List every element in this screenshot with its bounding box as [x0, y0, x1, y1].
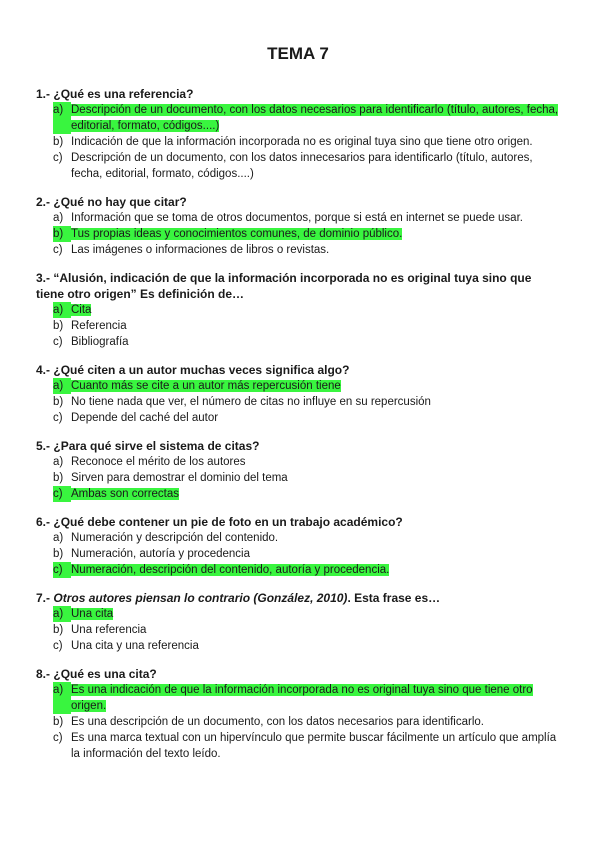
- option-text-cell: [71, 714, 560, 730]
- option-letter: c): [53, 640, 63, 652]
- answer-option: [36, 454, 560, 470]
- question-text: [36, 590, 560, 606]
- answer-option: [36, 318, 560, 334]
- question-5: [36, 438, 560, 502]
- question-label: ¿Qué es una referencia?: [53, 87, 194, 101]
- question-label: ¿Para qué sirve el sistema de citas?: [53, 439, 260, 453]
- option-letter: c): [53, 732, 63, 744]
- answer-option: [36, 730, 560, 762]
- answer-options: [36, 530, 560, 578]
- answer-option-correct: [36, 486, 560, 502]
- question-tail-text: . Esta frase es…: [347, 591, 441, 605]
- option-letter: a): [53, 380, 64, 392]
- option-text-cell: [71, 102, 560, 134]
- option-text: Referencia: [71, 320, 127, 332]
- answer-option: [36, 714, 560, 730]
- option-text-cell: [71, 302, 560, 318]
- answer-option-correct: [36, 682, 560, 714]
- option-letter-cell: [53, 150, 71, 182]
- option-letter-cell: [53, 210, 71, 226]
- highlighted-answer-text: Cuanto más se cite a un autor más repercusión tiene: [71, 380, 341, 392]
- question-label: ¿Qué no hay que citar?: [53, 195, 187, 209]
- option-text-cell: [71, 134, 560, 150]
- option-letter: b): [53, 136, 64, 148]
- option-letter: c): [53, 488, 63, 500]
- option-letter-cell: [53, 470, 71, 486]
- answer-option-correct: [36, 102, 560, 134]
- option-text: Una referencia: [71, 624, 147, 636]
- option-letter-cell: [53, 334, 71, 350]
- question-text: [36, 438, 560, 454]
- question-number: 2.-: [36, 195, 51, 209]
- question-7: [36, 590, 560, 654]
- option-text: Numeración y descripción del contenido.: [71, 532, 279, 544]
- option-text: Las imágenes o informaciones de libros o revistas.: [71, 244, 330, 256]
- option-text-cell: [71, 530, 560, 546]
- option-letter-cell: [53, 638, 71, 654]
- option-text-cell: [71, 454, 560, 470]
- question-number: 1.-: [36, 87, 51, 101]
- option-letter-cell: [53, 378, 71, 394]
- question-1: [36, 86, 560, 182]
- option-letter: b): [53, 320, 64, 332]
- option-letter-cell: [53, 714, 71, 730]
- option-letter: a): [53, 684, 64, 696]
- option-text-cell: [71, 334, 560, 350]
- answer-options: [36, 606, 560, 654]
- option-text: Sirven para demostrar el dominio del tema: [71, 472, 288, 484]
- option-text: Reconoce el mérito de los autores: [71, 456, 246, 468]
- answer-option: [36, 546, 560, 562]
- option-letter: a): [53, 104, 64, 116]
- answer-option: [36, 638, 560, 654]
- option-text-cell: [71, 470, 560, 486]
- question-text: [36, 362, 560, 378]
- option-text-cell: [71, 486, 560, 502]
- option-text-cell: [71, 682, 560, 714]
- answer-option: [36, 470, 560, 486]
- question-text: [36, 270, 560, 302]
- answer-options: [36, 682, 560, 762]
- option-text-cell: [71, 242, 560, 258]
- answer-options: [36, 102, 560, 182]
- option-text: Indicación de que la información incorporada no es original tuya sino que tiene otro origen.: [71, 136, 533, 148]
- option-text: Bibliografía: [71, 336, 129, 348]
- highlighted-answer-text: Tus propias ideas y conocimientos comunes, de dominio público.: [71, 228, 403, 240]
- answer-options: [36, 302, 560, 350]
- highlighted-answer-text: Es una indicación de que la información incorporada no es original tuya sino que tiene otro origen.: [71, 684, 533, 712]
- option-letter: c): [53, 244, 63, 256]
- option-letter: b): [53, 716, 64, 728]
- answer-option-correct: [36, 302, 560, 318]
- question-italic-text: Otros autores piensan lo contrario (González, 2010): [53, 591, 348, 605]
- option-letter: b): [53, 624, 64, 636]
- option-text: No tiene nada que ver, el número de citas no influye en su repercusión: [71, 396, 431, 408]
- answer-option-correct: [36, 606, 560, 622]
- question-label: ¿Qué debe contener un pie de foto en un trabajo académico?: [53, 515, 403, 529]
- option-letter-cell: [53, 682, 71, 714]
- option-letter-cell: [53, 134, 71, 150]
- option-text-cell: [71, 226, 560, 242]
- highlighted-answer-text: Descripción de un documento, con los datos necesarios para identificarlo (título, autores, fecha, editorial, formato, códigos....): [71, 104, 559, 132]
- option-letter-cell: [53, 622, 71, 638]
- option-letter-cell: [53, 394, 71, 410]
- question-number: 6.-: [36, 515, 51, 529]
- option-text: Es una descripción de un documento, con los datos necesarios para identificarlo.: [71, 716, 484, 728]
- question-2: [36, 194, 560, 258]
- option-letter: c): [53, 412, 63, 424]
- option-text-cell: [71, 638, 560, 654]
- answer-option: [36, 134, 560, 150]
- option-text-cell: [71, 606, 560, 622]
- question-label: ¿Qué citen a un autor muchas veces significa algo?: [53, 363, 350, 377]
- option-text-cell: [71, 394, 560, 410]
- question-text: [36, 514, 560, 530]
- question-number: 7.-: [36, 591, 51, 605]
- option-letter-cell: [53, 318, 71, 334]
- question-4: [36, 362, 560, 426]
- answer-options: [36, 378, 560, 426]
- question-label: “Alusión, indicación de que la información incorporada no es original tuya sino que tiene otro origen” Es definición de…: [36, 271, 532, 301]
- option-letter: c): [53, 336, 63, 348]
- question-text: [36, 666, 560, 682]
- answer-options: [36, 454, 560, 502]
- option-letter: a): [53, 304, 64, 316]
- page-title: TEMA 7: [267, 44, 329, 63]
- answer-option: [36, 210, 560, 226]
- option-letter-cell: [53, 546, 71, 562]
- option-text-cell: [71, 410, 560, 426]
- highlighted-answer-text: Numeración, descripción del contenido, autoría y procedencia.: [71, 564, 390, 576]
- option-letter: c): [53, 564, 63, 576]
- option-letter-cell: [53, 454, 71, 470]
- option-text: Numeración, autoría y procedencia: [71, 548, 250, 560]
- option-text-cell: [71, 210, 560, 226]
- option-letter: b): [53, 228, 64, 240]
- option-letter-cell: [53, 486, 71, 502]
- option-letter-cell: [53, 562, 71, 578]
- answer-option: [36, 622, 560, 638]
- question-number: 8.-: [36, 667, 51, 681]
- option-letter-cell: [53, 606, 71, 622]
- answer-option: [36, 410, 560, 426]
- option-text: Es una marca textual con un hipervínculo que permite buscar fácilmente un artículo que amplía la información del texto leído.: [71, 732, 557, 760]
- option-text-cell: [71, 150, 560, 182]
- option-text-cell: [71, 562, 560, 578]
- option-text: Una cita y una referencia: [71, 640, 199, 652]
- option-text-cell: [71, 622, 560, 638]
- option-text: Descripción de un documento, con los datos innecesarios para identificarlo (título, autores, fecha, editorial, formato, códigos....): [71, 152, 533, 180]
- option-letter-cell: [53, 730, 71, 762]
- highlighted-answer-text: Cita: [71, 304, 92, 316]
- option-letter: b): [53, 548, 64, 560]
- option-letter-cell: [53, 530, 71, 546]
- question-text: [36, 194, 560, 210]
- option-letter-cell: [53, 102, 71, 134]
- answer-option: [36, 394, 560, 410]
- question-number: 3.-: [36, 271, 51, 285]
- question-6: [36, 514, 560, 578]
- option-letter: a): [53, 608, 64, 620]
- option-letter: c): [53, 152, 63, 164]
- option-letter: b): [53, 396, 64, 408]
- answer-option-correct: [36, 378, 560, 394]
- highlighted-answer-text: Ambas son correctas: [71, 488, 180, 500]
- answer-option-correct: [36, 226, 560, 242]
- option-letter-cell: [53, 302, 71, 318]
- option-letter: a): [53, 212, 64, 224]
- answer-option: [36, 150, 560, 182]
- answer-options: [36, 210, 560, 258]
- option-text: Depende del caché del autor: [71, 412, 219, 424]
- question-label: ¿Qué es una cita?: [53, 667, 157, 681]
- option-letter-cell: [53, 242, 71, 258]
- question-8: [36, 666, 560, 762]
- answer-option-correct: [36, 562, 560, 578]
- answer-option: [36, 242, 560, 258]
- answer-option: [36, 334, 560, 350]
- question-number: 4.-: [36, 363, 51, 377]
- option-letter-cell: [53, 410, 71, 426]
- answer-option: [36, 530, 560, 546]
- question-list: [36, 86, 560, 762]
- question-number: 5.-: [36, 439, 51, 453]
- question-text: [36, 86, 560, 102]
- option-letter: a): [53, 456, 64, 468]
- option-text-cell: [71, 730, 560, 762]
- question-3: [36, 270, 560, 350]
- option-text-cell: [71, 546, 560, 562]
- highlighted-answer-text: Una cita: [71, 608, 114, 620]
- option-text-cell: [71, 318, 560, 334]
- option-letter: b): [53, 472, 64, 484]
- option-letter: a): [53, 532, 64, 544]
- option-letter-cell: [53, 226, 71, 242]
- option-text: Información que se toma de otros documentos, porque si está en internet se puede usar.: [71, 212, 523, 224]
- option-text-cell: [71, 378, 560, 394]
